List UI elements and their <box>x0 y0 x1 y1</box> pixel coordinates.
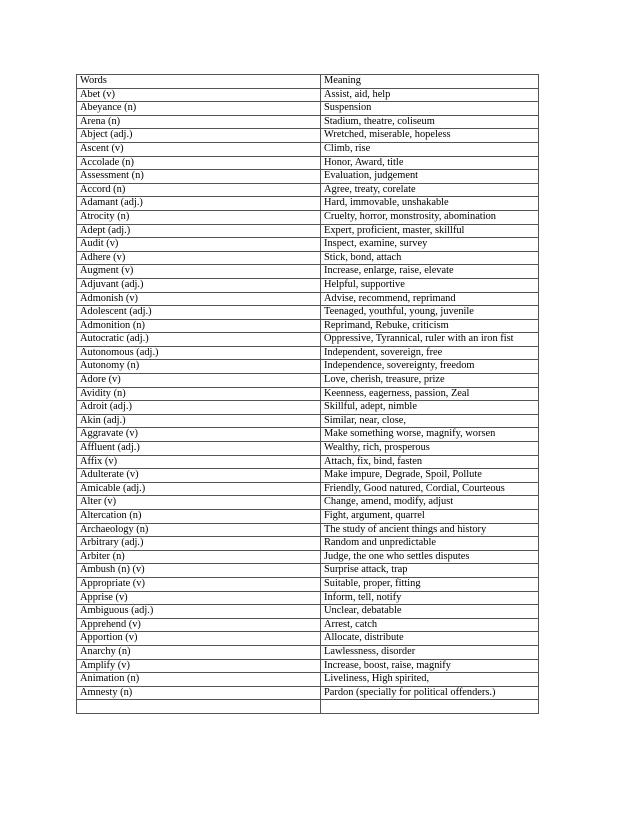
meaning-cell: Pardon (specially for political offenders.) <box>321 686 539 700</box>
meaning-cell: Teenaged, youthful, young, juvenile <box>321 306 539 320</box>
word-cell: Alter (v) <box>77 496 321 510</box>
word-cell: Arena (n) <box>77 115 321 129</box>
table-row <box>77 346 539 360</box>
word-cell: Adjuvant (adj.) <box>77 278 321 292</box>
meaning-cell: Independent, sovereign, free <box>321 346 539 360</box>
table-row <box>77 496 539 510</box>
meaning-cell: Make impure, Degrade, Spoil, Pollute <box>321 469 539 483</box>
word-cell: Arbiter (n) <box>77 550 321 564</box>
word-cell: Autonomy (n) <box>77 360 321 374</box>
word-cell: Ambiguous (adj.) <box>77 605 321 619</box>
table-row <box>77 673 539 687</box>
table-row <box>77 550 539 564</box>
word-cell: Adolescent (adj.) <box>77 306 321 320</box>
table-row <box>77 374 539 388</box>
table-row <box>77 88 539 102</box>
table-row <box>77 482 539 496</box>
word-cell: Arbitrary (adj.) <box>77 537 321 551</box>
word-cell: Autocratic (adj.) <box>77 333 321 347</box>
table-row <box>77 645 539 659</box>
table-row <box>77 523 539 537</box>
word-cell: Altercation (n) <box>77 510 321 524</box>
meaning-cell: Random and unpredictable <box>321 537 539 551</box>
table-row <box>77 686 539 700</box>
meaning-cell: Fight, argument, quarrel <box>321 510 539 524</box>
word-cell: Admonition (n) <box>77 319 321 333</box>
meaning-cell: Cruelty, horror, monstrosity, abomination <box>321 210 539 224</box>
meaning-cell: Allocate, distribute <box>321 632 539 646</box>
meaning-cell: Skillful, adept, nimble <box>321 401 539 415</box>
header-meaning: Meaning <box>321 75 539 89</box>
meaning-cell: Increase, enlarge, raise, elevate <box>321 265 539 279</box>
word-cell: Appropriate (v) <box>77 577 321 591</box>
table-row <box>77 401 539 415</box>
word-cell: Assessment (n) <box>77 170 321 184</box>
word-cell: Animation (n) <box>77 673 321 687</box>
meaning-cell: Assist, aid, help <box>321 88 539 102</box>
meaning-cell: Wretched, miserable, hopeless <box>321 129 539 143</box>
meaning-cell: Change, amend, modify, adjust <box>321 496 539 510</box>
table-row <box>77 170 539 184</box>
meaning-cell: Wealthy, rich, prosperous <box>321 442 539 456</box>
word-cell: Avidity (n) <box>77 387 321 401</box>
table-row <box>77 455 539 469</box>
table-row <box>77 618 539 632</box>
table-row <box>77 224 539 238</box>
meaning-cell: Evaluation, judgement <box>321 170 539 184</box>
meaning-cell <box>321 700 539 714</box>
word-cell <box>77 700 321 714</box>
table-row <box>77 360 539 374</box>
meaning-cell: Hard, immovable, unshakable <box>321 197 539 211</box>
word-cell: Admonish (v) <box>77 292 321 306</box>
meaning-cell: Surprise attack, trap <box>321 564 539 578</box>
table-row <box>77 442 539 456</box>
table-row <box>77 605 539 619</box>
table-row <box>77 537 539 551</box>
table-row <box>77 414 539 428</box>
table-row <box>77 265 539 279</box>
meaning-cell: Suitable, proper, fitting <box>321 577 539 591</box>
table-row <box>77 197 539 211</box>
word-cell: Accord (n) <box>77 183 321 197</box>
word-cell: Adroit (adj.) <box>77 401 321 415</box>
word-cell: Aggravate (v) <box>77 428 321 442</box>
vocabulary-table <box>76 74 539 714</box>
word-cell: Audit (v) <box>77 238 321 252</box>
meaning-cell: Stick, bond, attach <box>321 251 539 265</box>
table-row <box>77 428 539 442</box>
meaning-cell: Honor, Award, title <box>321 156 539 170</box>
meaning-cell: Advise, recommend, reprimand <box>321 292 539 306</box>
table-row <box>77 564 539 578</box>
table-row <box>77 591 539 605</box>
word-cell: Apportion (v) <box>77 632 321 646</box>
meaning-cell: Inform, tell, notify <box>321 591 539 605</box>
meaning-cell: Keenness, eagerness, passion, Zeal <box>321 387 539 401</box>
meaning-cell: Liveliness, High spirited, <box>321 673 539 687</box>
word-cell: Accolade (n) <box>77 156 321 170</box>
meaning-cell: Judge, the one who settles disputes <box>321 550 539 564</box>
word-cell: Ambush (n) (v) <box>77 564 321 578</box>
word-cell: Amplify (v) <box>77 659 321 673</box>
table-row <box>77 115 539 129</box>
word-cell: Abject (adj.) <box>77 129 321 143</box>
word-cell: Adore (v) <box>77 374 321 388</box>
table-row <box>77 238 539 252</box>
word-cell: Atrocity (n) <box>77 210 321 224</box>
meaning-cell: The study of ancient things and history <box>321 523 539 537</box>
meaning-cell: Helpful, supportive <box>321 278 539 292</box>
word-cell: Augment (v) <box>77 265 321 279</box>
table-row <box>77 278 539 292</box>
word-cell: Akin (adj.) <box>77 414 321 428</box>
table-body <box>77 88 539 713</box>
meaning-cell: Lawlessness, disorder <box>321 645 539 659</box>
word-cell: Archaeology (n) <box>77 523 321 537</box>
table-row <box>77 292 539 306</box>
meaning-cell: Independence, sovereignty, freedom <box>321 360 539 374</box>
table-row <box>77 469 539 483</box>
meaning-cell: Arrest, catch <box>321 618 539 632</box>
table-row <box>77 156 539 170</box>
word-cell: Adhere (v) <box>77 251 321 265</box>
word-cell: Ascent (v) <box>77 142 321 156</box>
table-row <box>77 102 539 116</box>
table-row <box>77 210 539 224</box>
table-row <box>77 129 539 143</box>
table-row <box>77 333 539 347</box>
header-words: Words <box>77 75 321 89</box>
word-cell: Affluent (adj.) <box>77 442 321 456</box>
table-row <box>77 659 539 673</box>
word-cell: Abeyance (n) <box>77 102 321 116</box>
meaning-cell: Reprimand, Rebuke, criticism <box>321 319 539 333</box>
meaning-cell: Make something worse, magnify, worsen <box>321 428 539 442</box>
word-cell: Adamant (adj.) <box>77 197 321 211</box>
meaning-cell: Stadium, theatre, coliseum <box>321 115 539 129</box>
meaning-cell: Climb, rise <box>321 142 539 156</box>
table-row <box>77 577 539 591</box>
table-row <box>77 700 539 714</box>
meaning-cell: Inspect, examine, survey <box>321 238 539 252</box>
word-cell: Anarchy (n) <box>77 645 321 659</box>
word-cell: Apprehend (v) <box>77 618 321 632</box>
meaning-cell: Agree, treaty, corelate <box>321 183 539 197</box>
table-header-row <box>77 75 539 89</box>
meaning-cell: Attach, fix, bind, fasten <box>321 455 539 469</box>
word-cell: Amnesty (n) <box>77 686 321 700</box>
meaning-cell: Expert, proficient, master, skillful <box>321 224 539 238</box>
word-cell: Autonomous (adj.) <box>77 346 321 360</box>
meaning-cell: Unclear, debatable <box>321 605 539 619</box>
table-row <box>77 387 539 401</box>
word-cell: Abet (v) <box>77 88 321 102</box>
meaning-cell: Increase, boost, raise, magnify <box>321 659 539 673</box>
meaning-cell: Love, cherish, treasure, prize <box>321 374 539 388</box>
word-cell: Amicable (adj.) <box>77 482 321 496</box>
meaning-cell: Similar, near, close, <box>321 414 539 428</box>
table-row <box>77 319 539 333</box>
table-row <box>77 183 539 197</box>
table-row <box>77 142 539 156</box>
table-row <box>77 632 539 646</box>
word-cell: Apprise (v) <box>77 591 321 605</box>
meaning-cell: Suspension <box>321 102 539 116</box>
table-row <box>77 251 539 265</box>
meaning-cell: Friendly, Good natured, Cordial, Courteous <box>321 482 539 496</box>
meaning-cell: Oppressive, Tyrannical, ruler with an iron fist <box>321 333 539 347</box>
table-row <box>77 510 539 524</box>
word-cell: Affix (v) <box>77 455 321 469</box>
table-row <box>77 306 539 320</box>
word-cell: Adept (adj.) <box>77 224 321 238</box>
word-cell: Adulterate (v) <box>77 469 321 483</box>
